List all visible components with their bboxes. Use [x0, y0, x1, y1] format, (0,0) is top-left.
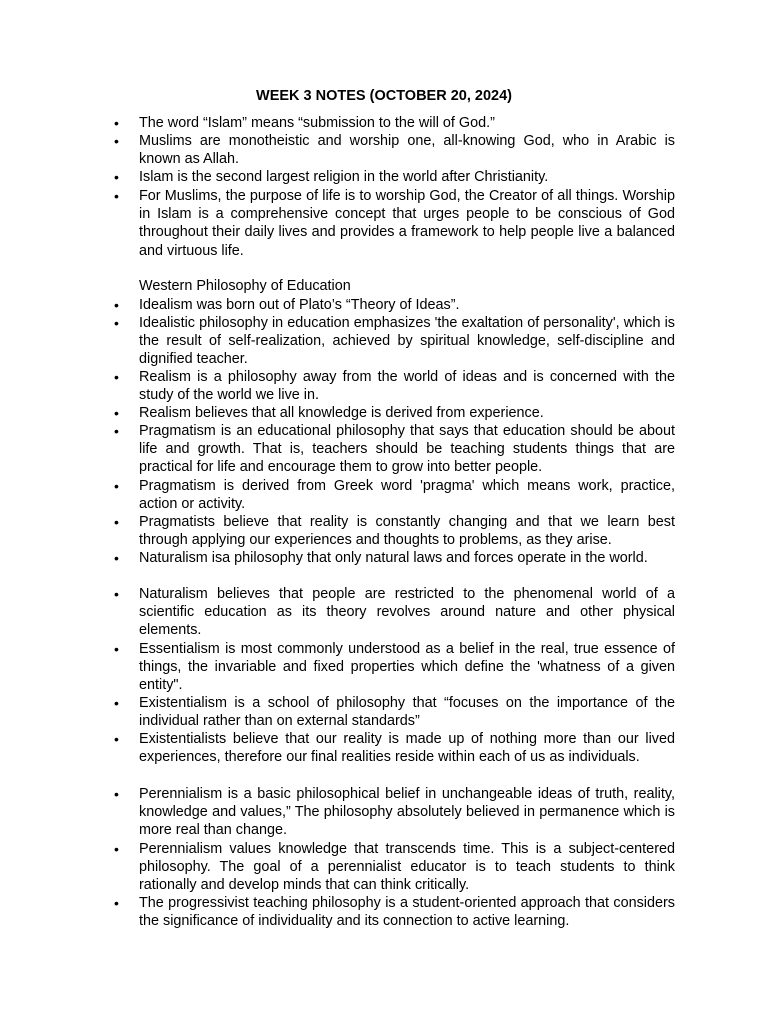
- list-item-text: Existentialists believe that our reality is made up of nothing more than our lived experiences, therefore our final realities reside within each of us as individuals.: [139, 731, 675, 766]
- list-item: [114, 785, 675, 840]
- bullet-glyph: •: [114, 115, 119, 131]
- bullet-glyph: •: [114, 586, 119, 602]
- list-item: [114, 894, 675, 930]
- list-item-text: Idealism was born out of Plato’s “Theory of Ideas”.: [139, 297, 460, 313]
- bullet-glyph: •: [114, 514, 119, 530]
- list-item-text: Perennialism is a basic philosophical belief in unchangeable ideas of truth, reality, knowledge and values,” The philosophy absolutely believed in permanence which is more real than change.: [139, 786, 675, 839]
- list-item: [114, 187, 675, 260]
- list-item: [114, 477, 675, 513]
- bullet-glyph: •: [114, 133, 119, 149]
- list-item-text: The word “Islam” means “submission to the will of God.”: [139, 115, 495, 131]
- list-item-text: The progressivist teaching philosophy is a student-oriented approach that considers the significance of individuality and its connection to active learning.: [139, 895, 675, 930]
- bullet-glyph: •: [114, 841, 119, 857]
- list-item-text: Realism believes that all knowledge is derived from experience.: [139, 405, 544, 421]
- list-item-text: Islam is the second largest religion in the world after Christianity.: [139, 169, 549, 185]
- list-item: [114, 114, 675, 132]
- bullet-glyph: •: [114, 297, 119, 313]
- bullet-glyph: •: [114, 188, 119, 204]
- bullet-glyph: •: [114, 695, 119, 711]
- list-item-text: Pragmatism is derived from Greek word 'pragma' which means work, practice, action or activity.: [139, 478, 675, 513]
- list-item: [114, 368, 675, 404]
- bullet-glyph: •: [114, 405, 119, 421]
- bullet-glyph: •: [114, 641, 119, 657]
- list-item-text: Existentialism is a school of philosophy that “focuses on the importance of the individual rather than on external standards”: [139, 695, 675, 730]
- list-item-text: For Muslims, the purpose of life is to worship God, the Creator of all things. Worship in Islam is a comprehensive concept that urges people to be conscious of God throughout their daily lives and provides a framework to help people live a balanced and virtuous life.: [139, 188, 675, 259]
- list-item-text: Naturalism believes that people are restricted to the phenomenal world of a scientific education as its theory revolves around nature and other physical elements.: [139, 586, 675, 639]
- list-item-text: Idealistic philosophy in education emphasizes 'the exaltation of personality', which is the result of self-realization, achieved by spiritual knowledge, self-discipline and dignified teacher.: [139, 315, 675, 368]
- list-item-text: Perennialism values knowledge that transcends time. This is a subject-centered philosophy. The goal of a perennialist educator is to teach students to think rationally and develop minds that can think critically.: [139, 841, 675, 894]
- bullet-glyph: •: [114, 423, 119, 439]
- list-item: [114, 513, 675, 549]
- bullet-glyph: •: [114, 369, 119, 385]
- bullet-glyph: •: [114, 478, 119, 494]
- bullet-glyph: •: [114, 315, 119, 331]
- bullet-glyph: •: [114, 169, 119, 185]
- list-item: [114, 404, 675, 422]
- bullet-glyph: •: [114, 550, 119, 566]
- list-item: [114, 132, 675, 168]
- list-item-text: Naturalism isa philosophy that only natural laws and forces operate in the world.: [139, 550, 648, 566]
- list-item: [114, 730, 675, 766]
- list-item-text: Pragmatism is an educational philosophy that says that education should be about life and growth. That is, teachers should be teaching students things that are practical for life and encourage them to grow into better people.: [139, 423, 675, 476]
- list-item: [114, 168, 675, 186]
- list-item-text: Muslims are monotheistic and worship one, all-knowing God, who in Arabic is known as Allah.: [139, 133, 675, 168]
- list-item: [114, 585, 675, 640]
- list-item: [114, 296, 675, 314]
- list-item-text: Essentialism is most commonly understood as a belief in the real, true essence of things, the invariable and fixed properties which define the 'whatness of a given entity".: [139, 641, 675, 694]
- list-item: [114, 314, 675, 369]
- list-item: [114, 840, 675, 895]
- bullet-glyph: •: [114, 895, 119, 911]
- bullet-glyph: •: [114, 786, 119, 802]
- page-title: WEEK 3 NOTES (OCTOBER 20, 2024): [256, 88, 512, 104]
- list-item: [114, 549, 675, 567]
- bullet-glyph: •: [114, 731, 119, 747]
- list-item-text: Pragmatists believe that reality is constantly changing and that we learn best through applying our experiences and thoughts to problems, as they arise.: [139, 514, 675, 549]
- list-item: [114, 422, 675, 477]
- list-item: [114, 694, 675, 730]
- list-item-text: Realism is a philosophy away from the world of ideas and is concerned with the study of the world we live in.: [139, 369, 675, 404]
- section-heading: Western Philosophy of Education: [139, 278, 351, 294]
- list-item: [114, 640, 675, 695]
